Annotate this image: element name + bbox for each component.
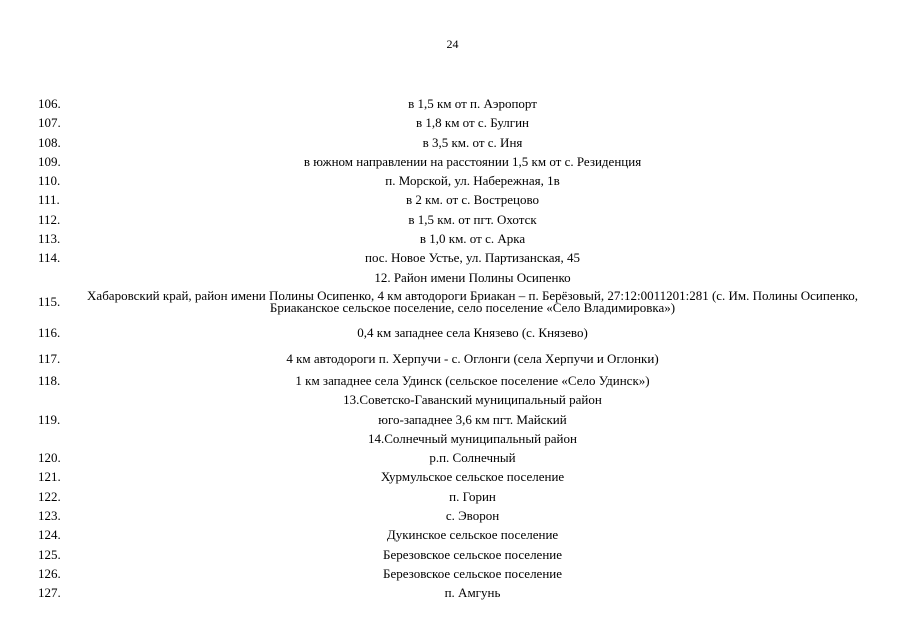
list-item — [0, 487, 905, 506]
section-heading — [0, 268, 905, 287]
item-location: Дукинское сельское поселение — [386, 527, 559, 543]
item-number: 114. — [38, 250, 61, 266]
item-location: р.п. Солнечный — [429, 450, 516, 466]
item-number: 117. — [38, 350, 61, 366]
item-number: 122. — [38, 488, 61, 504]
list-item — [0, 248, 905, 267]
list-item — [0, 171, 905, 190]
section-title: 13.Советско-Гаванский муниципальный район — [343, 392, 602, 408]
item-location: п. Горин — [449, 488, 496, 504]
list-item — [0, 467, 905, 486]
item-location: в 3,5 км. от с. Иня — [422, 134, 523, 150]
item-location: в 1,5 км от п. Аэропорт — [408, 96, 537, 111]
list-item — [0, 448, 905, 467]
item-number: 126. — [38, 565, 61, 581]
item-number: 113. — [38, 231, 61, 247]
section-heading — [0, 390, 905, 409]
item-number: 106. — [38, 96, 61, 111]
item-number: 107. — [38, 115, 61, 131]
page-number: 24 — [446, 37, 459, 51]
list-item — [0, 287, 905, 319]
item-number: 125. — [38, 546, 61, 562]
item-location: Хурмульское сельское поселение — [380, 469, 565, 485]
item-location: пос. Новое Устье, ул. Партизанская, 45 — [364, 250, 580, 266]
item-number: 116. — [38, 324, 61, 340]
list-item — [0, 506, 905, 525]
item-location: Хабаровский край, район имени Полины Осипенко, 4 км автодороги Бриакан – п. Берёзовый, 27:12:0011201:281 (с. Им. Полины Осипенко, Бриаканское сельское поселение, село поселение «Село Владимировка») — [87, 287, 858, 316]
item-location: Березовское сельское поселение — [382, 565, 563, 581]
item-location: 0,4 км западнее села Князево (с. Князево) — [357, 324, 588, 340]
item-number: 124. — [38, 527, 61, 543]
list-item — [0, 210, 905, 229]
item-number: 123. — [38, 508, 61, 524]
list-item — [0, 190, 905, 209]
section-title: 12. Район имени Полины Осипенко — [374, 269, 571, 285]
list-item — [0, 545, 905, 564]
item-number: 110. — [38, 173, 61, 189]
section-title: 14.Солнечный муниципальный район — [368, 430, 577, 446]
item-location: в 2 км. от с. Вострецово — [405, 192, 540, 208]
item-location: в южном направлении на расстоянии 1,5 км от с. Резиденция — [303, 153, 642, 169]
list-item — [0, 113, 905, 132]
settlement-list — [0, 94, 905, 603]
item-number: 120. — [38, 450, 61, 466]
item-location: Березовское сельское поселение — [382, 546, 563, 562]
item-number: 121. — [38, 469, 61, 485]
item-location: в 1,8 км от с. Булгин — [415, 115, 529, 131]
list-item — [0, 371, 905, 390]
item-location: в 1,0 км. от с. Арка — [419, 231, 526, 247]
item-number: 112. — [38, 211, 61, 227]
list-item — [0, 319, 905, 345]
list-item — [0, 229, 905, 248]
item-location: 4 км автодороги п. Херпучи - с. Оглонги (села Херпучи и Оглонки) — [286, 350, 659, 366]
item-location: 1 км западнее села Удинск (сельское поселение «Село Удинск») — [295, 372, 650, 388]
item-number: 127. — [38, 585, 61, 601]
item-number: 119. — [38, 411, 61, 427]
list-item — [0, 152, 905, 171]
item-number: 115. — [38, 293, 61, 309]
list-item — [0, 564, 905, 583]
list-item — [0, 583, 905, 602]
item-number: 111. — [38, 192, 60, 208]
list-item — [0, 410, 905, 429]
list-item — [0, 345, 905, 371]
item-number: 118. — [38, 372, 61, 388]
item-location: с. Эворон — [445, 508, 500, 524]
list-item — [0, 133, 905, 152]
item-location: п. Амгунь — [444, 585, 501, 601]
item-number: 108. — [38, 134, 61, 150]
item-location: в 1,5 км. от пгт. Охотск — [408, 211, 537, 227]
item-location: п. Морской, ул. Набережная, 1в — [385, 173, 560, 189]
item-location: юго-западнее 3,6 км пгт. Майский — [378, 411, 567, 427]
list-item — [0, 94, 905, 113]
list-item — [0, 525, 905, 544]
item-number: 109. — [38, 153, 61, 169]
section-heading — [0, 429, 905, 448]
